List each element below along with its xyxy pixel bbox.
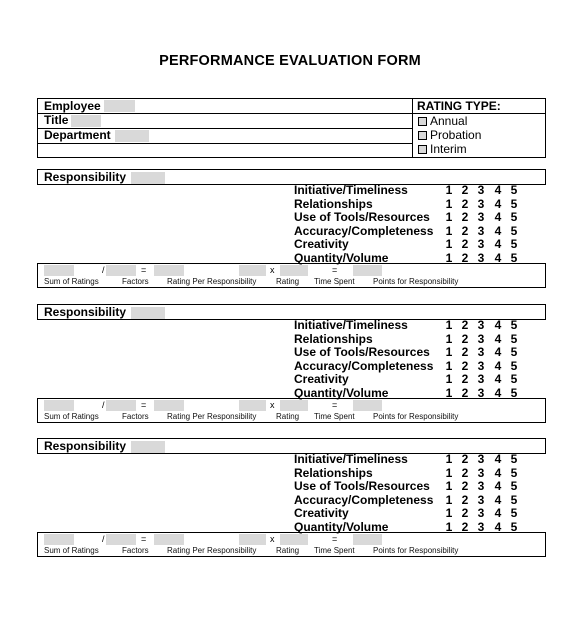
rating-option-3[interactable]: 3 [477,318,485,332]
criterion-label: Relationships [294,465,373,480]
criterion-label: Quantity/Volume [294,520,389,534]
rating-per-responsibility-label: Rating Per Responsibility [167,412,257,421]
rating-option-1[interactable]: 1 [445,318,453,332]
rating-option-3[interactable]: 3 [477,452,485,466]
rating-option-3[interactable]: 3 [477,386,485,400]
rating-option-3[interactable]: 3 [477,210,485,225]
rating-option-4[interactable]: 4 [494,386,502,400]
rating-option-1[interactable]: 1 [445,386,453,400]
time-spent-label: Time Spent [314,546,355,555]
rating-option-1[interactable]: 1 [445,372,453,387]
rating-option-3[interactable]: 3 [477,520,485,534]
interim-checkbox[interactable] [418,145,427,154]
criterion-label: Creativity [294,506,349,521]
rating-option-4[interactable]: 4 [494,520,502,534]
rating-option-5[interactable]: 5 [510,465,518,480]
rating-option-1[interactable]: 1 [445,358,453,373]
time-spent-field[interactable] [280,400,308,411]
rating-option-2[interactable]: 2 [461,372,469,387]
multiply-operator: x [270,534,275,544]
responsibility-label: Responsibility [44,439,127,453]
rating-option-1[interactable]: 1 [445,452,453,466]
rating-option-2[interactable]: 2 [461,520,469,534]
rating-option-2[interactable]: 2 [461,479,469,494]
criterion-label: Initiative/Timeliness [294,318,408,332]
rating-type-label: RATING TYPE: [417,99,501,113]
rating-option-5[interactable]: 5 [510,237,518,252]
multiply-operator: x [270,400,275,410]
rating-option-4[interactable]: 4 [494,318,502,332]
factors-label: Factors [122,277,149,286]
rating-option-3[interactable]: 3 [477,492,485,507]
rating-option-4[interactable]: 4 [494,452,502,466]
points-for-responsibility-label: Points for Responsibility [373,277,459,286]
time-spent-field[interactable] [280,534,308,545]
factors-field[interactable] [106,265,136,276]
divide-operator: / [102,534,105,544]
rating-option-3[interactable]: 3 [477,237,485,252]
responsibility-section [0,169,580,289]
rating-option-3[interactable]: 3 [477,251,485,265]
rating-option-4[interactable]: 4 [494,506,502,521]
rating-field[interactable] [239,400,266,411]
sum-of-ratings-field[interactable] [44,400,74,411]
rating-option-5[interactable]: 5 [510,372,518,387]
responsibility-section [0,438,580,558]
rating-per-responsibility-field[interactable] [154,534,184,545]
rating-option-5[interactable]: 5 [510,479,518,494]
responsibility-header [37,169,546,185]
rating-option-2[interactable]: 2 [461,506,469,521]
probation-checkbox[interactable] [418,131,427,140]
rating-option-1[interactable]: 1 [445,520,453,534]
probation-option-label: Probation [430,128,482,142]
rating-option-1[interactable]: 1 [445,345,453,360]
rating-option-5[interactable]: 5 [510,196,518,211]
rating-option-2[interactable]: 2 [461,492,469,507]
rating-option-2[interactable]: 2 [461,318,469,332]
time-spent-field[interactable] [280,265,308,276]
sum-of-ratings-field[interactable] [44,265,74,276]
points-for-responsibility-field[interactable] [353,400,382,411]
page-title: PERFORMANCE EVALUATION FORM [159,53,421,69]
rating-option-3[interactable]: 3 [477,506,485,521]
rating-option-1[interactable]: 1 [445,251,453,265]
responsibility-section [0,304,580,424]
rating-option-5[interactable]: 5 [510,210,518,225]
points-for-responsibility-label: Points for Responsibility [373,412,459,421]
rating-option-4[interactable]: 4 [494,492,502,507]
rating-option-4[interactable]: 4 [494,251,502,265]
rating-option-1[interactable]: 1 [445,210,453,225]
points-for-responsibility-field[interactable] [353,265,382,276]
annual-checkbox[interactable] [418,117,427,126]
rating-option-5[interactable]: 5 [510,386,518,400]
rating-option-3[interactable]: 3 [477,196,485,211]
rating-label: Rating [276,412,300,421]
rating-option-2[interactable]: 2 [461,223,469,238]
criterion-label: Accuracy/Completeness [294,358,434,373]
interim-option-label: Interim [430,142,467,156]
rating-option-3[interactable]: 3 [477,372,485,387]
responsibility-header [37,304,546,320]
row-divider [38,113,412,114]
rating-option-5[interactable]: 5 [510,358,518,373]
rating-per-responsibility-field[interactable] [154,265,184,276]
rating-option-2[interactable]: 2 [461,386,469,400]
rating-option-1[interactable]: 1 [445,465,453,480]
rating-option-5[interactable]: 5 [510,223,518,238]
rating-per-responsibility-label: Rating Per Responsibility [167,546,257,555]
equals-operator: = [141,534,147,544]
factors-label: Factors [122,412,149,421]
criterion-label: Accuracy/Completeness [294,492,434,507]
rating-option-3[interactable]: 3 [477,358,485,373]
criterion-label: Relationships [294,196,373,211]
sum-of-ratings-label: Sum of Ratings [44,277,99,286]
factors-field[interactable] [106,534,136,545]
responsibility-field[interactable] [131,441,165,453]
rating-option-5[interactable]: 5 [510,345,518,360]
criterion-label: Quantity/Volume [294,386,389,400]
rating-option-2[interactable]: 2 [461,251,469,265]
responsibility-label: Responsibility [44,305,127,319]
rating-field[interactable] [239,534,266,545]
employee-info-table [37,98,546,158]
rating-option-3[interactable]: 3 [477,183,485,197]
criterion-label: Accuracy/Completeness [294,223,434,238]
row-divider [38,143,412,144]
rating-option-5[interactable]: 5 [510,492,518,507]
rating-option-4[interactable]: 4 [494,210,502,225]
rating-option-1[interactable]: 1 [445,506,453,521]
criterion-label: Relationships [294,331,373,346]
department-label: Department [44,128,111,142]
annual-option-label: Annual [430,114,468,128]
rating-option-2[interactable]: 2 [461,196,469,211]
department-field[interactable] [115,130,149,142]
sum-of-ratings-label: Sum of Ratings [44,412,99,421]
equals-operator: = [141,265,147,275]
rating-option-3[interactable]: 3 [477,331,485,346]
rating-option-4[interactable]: 4 [494,223,502,238]
rating-option-3[interactable]: 3 [477,345,485,360]
rating-option-4[interactable]: 4 [494,345,502,360]
rating-option-2[interactable]: 2 [461,465,469,480]
calculation-row [37,532,546,557]
responsibility-field[interactable] [131,307,165,319]
calculation-row [37,398,546,423]
responsibility-label: Responsibility [44,170,127,184]
rating-option-5[interactable]: 5 [510,520,518,534]
multiply-operator: x [270,265,275,275]
sum-of-ratings-field[interactable] [44,534,74,545]
rating-type-divider [412,99,413,157]
rating-option-1[interactable]: 1 [445,479,453,494]
rating-option-5[interactable]: 5 [510,183,518,197]
rating-option-2[interactable]: 2 [461,358,469,373]
rating-option-2[interactable]: 2 [461,331,469,346]
rating-label: Rating [276,546,300,555]
rating-option-5[interactable]: 5 [510,318,518,332]
rating-option-5[interactable]: 5 [510,331,518,346]
points-for-responsibility-label: Points for Responsibility [373,546,459,555]
equals-operator: = [141,400,147,410]
divide-operator: / [102,265,105,275]
divide-operator: / [102,400,105,410]
rating-option-1[interactable]: 1 [445,492,453,507]
factors-field[interactable] [106,400,136,411]
time-spent-label: Time Spent [314,277,355,286]
rating-option-2[interactable]: 2 [461,237,469,252]
criterion-label: Creativity [294,237,349,252]
criterion-label: Use of Tools/Resources [294,345,430,360]
responsibility-field[interactable] [131,172,165,184]
rating-option-3[interactable]: 3 [477,479,485,494]
rating-option-1[interactable]: 1 [445,196,453,211]
criterion-label: Initiative/Timeliness [294,183,408,197]
equals-operator: = [332,400,338,410]
rating-option-3[interactable]: 3 [477,465,485,480]
title-field[interactable] [71,115,101,127]
rating-option-4[interactable]: 4 [494,196,502,211]
criterion-label: Quantity/Volume [294,251,389,265]
rating-option-5[interactable]: 5 [510,506,518,521]
rating-option-1[interactable]: 1 [445,183,453,197]
rating-label: Rating [276,277,300,286]
rating-option-4[interactable]: 4 [494,479,502,494]
rating-option-2[interactable]: 2 [461,210,469,225]
employee-field[interactable] [104,100,135,112]
rating-option-5[interactable]: 5 [510,452,518,466]
rating-option-2[interactable]: 2 [461,345,469,360]
criterion-label: Use of Tools/Resources [294,210,430,225]
rating-option-1[interactable]: 1 [445,331,453,346]
employee-label: Employee [44,99,101,113]
title-label: Title [44,113,69,127]
rating-option-1[interactable]: 1 [445,237,453,252]
rating-option-2[interactable]: 2 [461,183,469,197]
rating-per-responsibility-field[interactable] [154,400,184,411]
rating-option-4[interactable]: 4 [494,358,502,373]
rating-option-4[interactable]: 4 [494,465,502,480]
rating-option-4[interactable]: 4 [494,237,502,252]
rating-option-4[interactable]: 4 [494,183,502,197]
factors-label: Factors [122,546,149,555]
criterion-label: Initiative/Timeliness [294,452,408,466]
criterion-label: Creativity [294,372,349,387]
rating-option-2[interactable]: 2 [461,452,469,466]
rating-option-4[interactable]: 4 [494,372,502,387]
rating-option-5[interactable]: 5 [510,251,518,265]
points-for-responsibility-field[interactable] [353,534,382,545]
equals-operator: = [332,265,338,275]
equals-operator: = [332,534,338,544]
rating-option-1[interactable]: 1 [445,223,453,238]
sum-of-ratings-label: Sum of Ratings [44,546,99,555]
criterion-label: Use of Tools/Resources [294,479,430,494]
calculation-row [37,263,546,288]
rating-option-3[interactable]: 3 [477,223,485,238]
rating-field[interactable] [239,265,266,276]
responsibility-header [37,438,546,454]
time-spent-label: Time Spent [314,412,355,421]
rating-per-responsibility-label: Rating Per Responsibility [167,277,257,286]
rating-option-4[interactable]: 4 [494,331,502,346]
